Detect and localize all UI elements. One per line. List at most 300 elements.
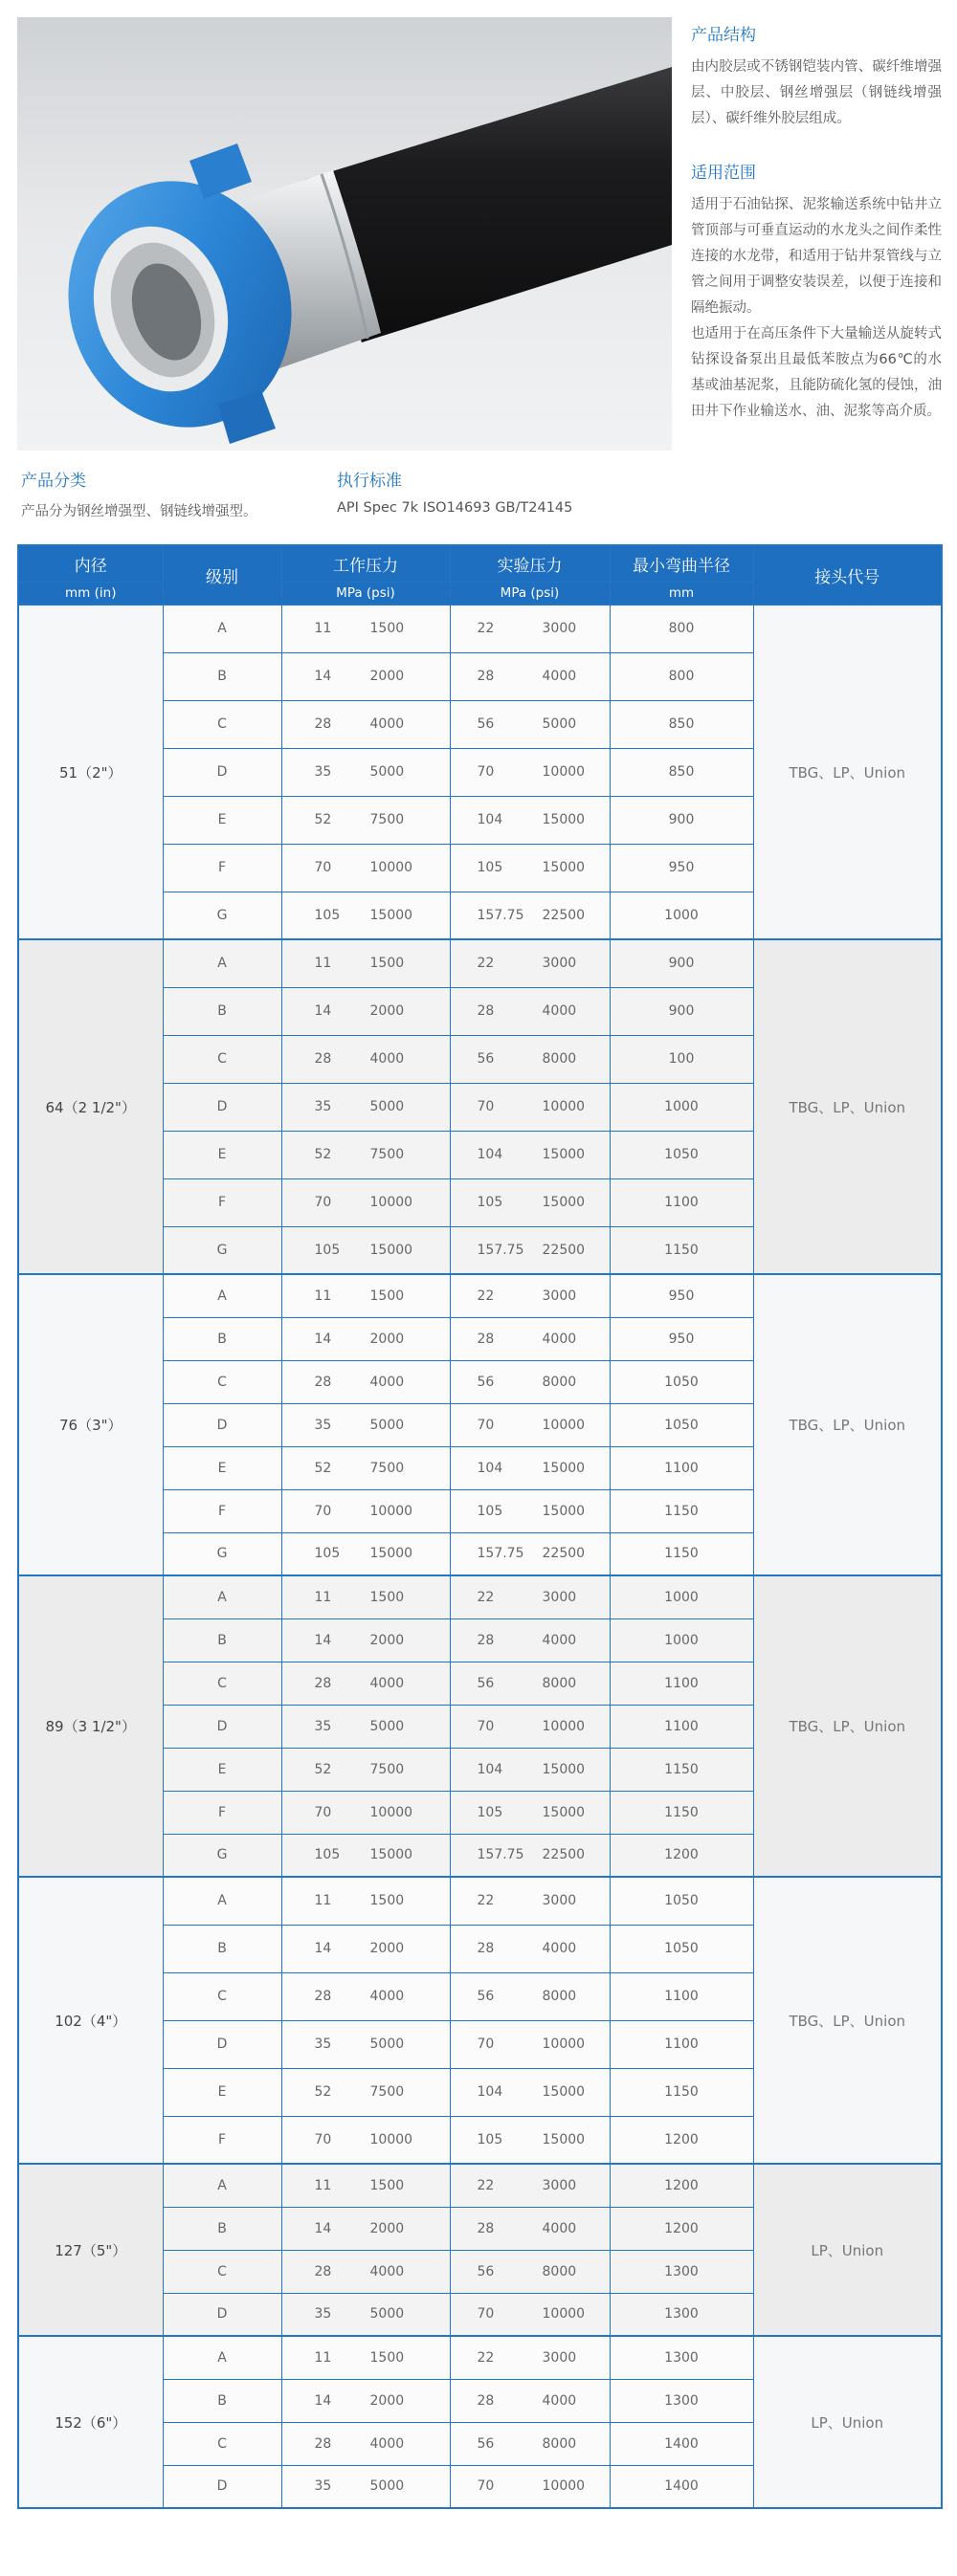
bend-radius-cell: 1300 bbox=[610, 2336, 753, 2379]
working-pressure-cell bbox=[281, 892, 450, 939]
grade-cell: B bbox=[163, 1618, 281, 1662]
working-pressure-psi: 10000 bbox=[369, 1503, 413, 1519]
spec-table bbox=[17, 544, 943, 2509]
test-pressure-psi: 4000 bbox=[542, 669, 577, 684]
working-pressure-psi: 15000 bbox=[369, 1546, 413, 1562]
test-pressure-psi: 3000 bbox=[542, 621, 577, 637]
working-pressure-cell bbox=[281, 2116, 450, 2164]
grade-cell: C bbox=[163, 2422, 281, 2465]
size-group bbox=[18, 939, 942, 1274]
grade-cell: E bbox=[163, 1131, 281, 1178]
working-pressure-cell bbox=[281, 1748, 450, 1791]
test-pressure-cell bbox=[450, 1705, 610, 1748]
grade-cell: B bbox=[163, 2207, 281, 2250]
working-pressure-cell bbox=[281, 1575, 450, 1618]
header-inner-diameter: 内径 bbox=[18, 545, 163, 582]
working-pressure-cell bbox=[281, 2164, 450, 2207]
category-title: 产品分类 bbox=[21, 472, 86, 491]
bend-radius-cell: 800 bbox=[610, 605, 753, 652]
test-pressure-cell bbox=[450, 892, 610, 939]
working-pressure-cell bbox=[281, 2422, 450, 2465]
working-pressure-mpa: 52 bbox=[314, 1460, 332, 1476]
test-pressure-cell bbox=[450, 1791, 610, 1834]
table-row bbox=[18, 2336, 942, 2379]
working-pressure-mpa: 35 bbox=[314, 1718, 332, 1734]
grade-cell: D bbox=[163, 2465, 281, 2508]
working-pressure-psi: 2000 bbox=[369, 1941, 405, 1956]
test-pressure-mpa: 157.75 bbox=[477, 1546, 524, 1562]
scope-text-1: 适用于石油钻探、泥浆输送系统中钻井立管顶部与可垂直运动的水龙头之间作柔性连接的水龙带，和适用于钻井泵管线与立管之间用于调整安装误差，以便于连接和隔绝振动。 bbox=[691, 197, 942, 316]
test-pressure-mpa: 28 bbox=[477, 1331, 495, 1347]
bend-radius-cell: 950 bbox=[610, 844, 753, 892]
working-pressure-mpa: 11 bbox=[314, 621, 332, 637]
test-pressure-cell bbox=[450, 2207, 610, 2250]
working-pressure-psi: 10000 bbox=[369, 1804, 413, 1820]
grade-cell: C bbox=[163, 700, 281, 748]
working-pressure-psi: 7500 bbox=[369, 812, 405, 827]
test-pressure-cell bbox=[450, 1178, 610, 1226]
working-pressure-cell bbox=[281, 700, 450, 748]
working-pressure-psi: 1500 bbox=[369, 956, 405, 972]
bend-radius-cell: 1200 bbox=[610, 2164, 753, 2207]
working-pressure-cell bbox=[281, 987, 450, 1035]
working-pressure-cell bbox=[281, 796, 450, 844]
header-test-pressure: 实验压力 bbox=[450, 545, 610, 582]
test-pressure-mpa: 104 bbox=[477, 812, 503, 827]
test-pressure-cell bbox=[450, 1618, 610, 1662]
working-pressure-mpa: 35 bbox=[314, 764, 332, 780]
working-pressure-mpa: 35 bbox=[314, 2037, 332, 2052]
grade-cell: E bbox=[163, 1748, 281, 1791]
working-pressure-cell bbox=[281, 1274, 450, 1317]
working-pressure-cell bbox=[281, 939, 450, 987]
test-pressure-psi: 8000 bbox=[542, 2263, 577, 2279]
bend-radius-cell: 1100 bbox=[610, 1662, 753, 1705]
test-pressure-cell bbox=[450, 1360, 610, 1403]
working-pressure-mpa: 70 bbox=[314, 1195, 332, 1210]
joint-code-cell: LP、Union bbox=[753, 2164, 942, 2336]
grade-cell: F bbox=[163, 844, 281, 892]
size-group bbox=[18, 605, 942, 939]
grade-cell: C bbox=[163, 1972, 281, 2020]
working-pressure-cell bbox=[281, 1131, 450, 1178]
test-pressure-mpa: 28 bbox=[477, 1941, 495, 1956]
test-pressure-mpa: 22 bbox=[477, 1589, 495, 1605]
working-pressure-mpa: 14 bbox=[314, 1632, 332, 1648]
working-pressure-psi: 10000 bbox=[369, 860, 413, 875]
working-pressure-cell bbox=[281, 1834, 450, 1877]
test-pressure-cell bbox=[450, 1446, 610, 1489]
test-pressure-mpa: 70 bbox=[477, 764, 495, 780]
grade-cell: B bbox=[163, 2379, 281, 2422]
size-group bbox=[18, 2164, 942, 2336]
grade-cell: C bbox=[163, 1035, 281, 1083]
working-pressure-mpa: 52 bbox=[314, 812, 332, 827]
working-pressure-psi: 1500 bbox=[369, 2177, 405, 2193]
working-pressure-mpa: 52 bbox=[314, 1761, 332, 1777]
grade-cell: A bbox=[163, 1575, 281, 1618]
test-pressure-mpa: 56 bbox=[477, 1374, 495, 1390]
test-pressure-mpa: 104 bbox=[477, 2084, 503, 2100]
test-pressure-psi: 15000 bbox=[542, 1147, 586, 1162]
test-pressure-cell bbox=[450, 1083, 610, 1131]
working-pressure-mpa: 28 bbox=[314, 1989, 332, 2004]
working-pressure-mpa: 70 bbox=[314, 1804, 332, 1820]
working-pressure-mpa: 105 bbox=[314, 1242, 341, 1258]
test-pressure-mpa: 157.75 bbox=[477, 1847, 524, 1863]
test-pressure-mpa: 56 bbox=[477, 2435, 495, 2452]
bend-radius-cell: 950 bbox=[610, 1274, 753, 1317]
test-pressure-mpa: 56 bbox=[477, 1675, 495, 1691]
bend-radius-cell: 1100 bbox=[610, 1446, 753, 1489]
grade-cell: A bbox=[163, 1274, 281, 1317]
category-text: 产品分为钢丝增强型、钢链线增强型。 bbox=[21, 504, 257, 519]
working-pressure-mpa: 28 bbox=[314, 1374, 332, 1390]
working-pressure-mpa: 28 bbox=[314, 1051, 332, 1067]
working-pressure-psi: 1500 bbox=[369, 2349, 405, 2366]
working-pressure-psi: 5000 bbox=[369, 2037, 405, 2052]
working-pressure-psi: 10000 bbox=[369, 2131, 413, 2147]
working-pressure-psi: 7500 bbox=[369, 2084, 405, 2100]
working-pressure-cell bbox=[281, 1403, 450, 1446]
working-pressure-psi: 1500 bbox=[369, 621, 405, 637]
bend-radius-cell: 1150 bbox=[610, 1226, 753, 1274]
test-pressure-mpa: 157.75 bbox=[477, 1242, 524, 1258]
test-pressure-psi: 15000 bbox=[542, 2131, 586, 2147]
working-pressure-mpa: 11 bbox=[314, 956, 332, 972]
standard-title: 执行标准 bbox=[337, 472, 402, 491]
test-pressure-mpa: 70 bbox=[477, 2306, 495, 2323]
test-pressure-cell bbox=[450, 1532, 610, 1575]
test-pressure-mpa: 22 bbox=[477, 956, 495, 972]
bend-radius-cell: 1150 bbox=[610, 2068, 753, 2116]
table-row bbox=[18, 1575, 942, 1618]
working-pressure-cell bbox=[281, 2207, 450, 2250]
working-pressure-psi: 4000 bbox=[369, 1675, 405, 1691]
test-pressure-cell bbox=[450, 1575, 610, 1618]
bend-radius-cell: 900 bbox=[610, 987, 753, 1035]
working-pressure-cell bbox=[281, 1705, 450, 1748]
test-pressure-psi: 15000 bbox=[542, 1195, 586, 1210]
working-pressure-psi: 1500 bbox=[369, 1288, 405, 1304]
working-pressure-cell bbox=[281, 1360, 450, 1403]
test-pressure-psi: 3000 bbox=[542, 956, 577, 972]
grade-cell: G bbox=[163, 1532, 281, 1575]
size-group bbox=[18, 1575, 942, 1877]
test-pressure-mpa: 22 bbox=[477, 621, 495, 637]
size-cell: 76（3"） bbox=[18, 1274, 163, 1575]
working-pressure-cell bbox=[281, 1925, 450, 1972]
table-row bbox=[18, 2164, 942, 2207]
working-pressure-cell bbox=[281, 1226, 450, 1274]
working-pressure-mpa: 14 bbox=[314, 669, 332, 684]
test-pressure-psi: 10000 bbox=[542, 2306, 586, 2323]
test-pressure-cell bbox=[450, 1662, 610, 1705]
bend-radius-cell: 800 bbox=[610, 652, 753, 700]
size-group bbox=[18, 1274, 942, 1575]
working-pressure-psi: 15000 bbox=[369, 1242, 413, 1258]
size-cell: 152（6"） bbox=[18, 2336, 163, 2508]
grade-cell: A bbox=[163, 605, 281, 652]
working-pressure-cell bbox=[281, 1791, 450, 1834]
grade-cell: G bbox=[163, 892, 281, 939]
test-pressure-cell bbox=[450, 605, 610, 652]
working-pressure-mpa: 14 bbox=[314, 2392, 332, 2409]
structure-text: 由内胶层或不锈钢铠装内管、碳纤维增强层、中胶层、钢丝增强层（钢链线增强层）、碳纤维外胶层组成。 bbox=[691, 59, 942, 126]
test-pressure-psi: 10000 bbox=[542, 2037, 586, 2052]
test-pressure-cell bbox=[450, 748, 610, 796]
joint-code-cell: TBG、LP、Union bbox=[753, 1575, 942, 1877]
working-pressure-psi: 5000 bbox=[369, 1417, 405, 1433]
working-pressure-psi: 7500 bbox=[369, 1761, 405, 1777]
test-pressure-mpa: 56 bbox=[477, 1051, 495, 1067]
working-pressure-cell bbox=[281, 2020, 450, 2068]
joint-code-cell: LP、Union bbox=[753, 2336, 942, 2508]
working-pressure-psi: 7500 bbox=[369, 1147, 405, 1162]
working-pressure-psi: 1500 bbox=[369, 1893, 405, 1909]
test-pressure-mpa: 22 bbox=[477, 2177, 495, 2193]
test-pressure-psi: 22500 bbox=[542, 1242, 586, 1258]
test-pressure-mpa: 70 bbox=[477, 2037, 495, 2052]
working-pressure-psi: 7500 bbox=[369, 1460, 405, 1476]
grade-cell: A bbox=[163, 2164, 281, 2207]
joint-code-cell: TBG、LP、Union bbox=[753, 605, 942, 939]
working-pressure-cell bbox=[281, 1489, 450, 1532]
grade-cell: B bbox=[163, 1925, 281, 1972]
grade-cell: B bbox=[163, 1317, 281, 1360]
working-pressure-psi: 4000 bbox=[369, 2435, 405, 2452]
size-cell: 102（4"） bbox=[18, 1877, 163, 2164]
bend-radius-cell: 1050 bbox=[610, 1360, 753, 1403]
test-pressure-cell bbox=[450, 1403, 610, 1446]
table-row bbox=[18, 939, 942, 987]
bend-radius-cell: 850 bbox=[610, 748, 753, 796]
test-pressure-psi: 22500 bbox=[542, 907, 586, 923]
working-pressure-mpa: 14 bbox=[314, 1941, 332, 1956]
test-pressure-mpa: 56 bbox=[477, 2263, 495, 2279]
test-pressure-mpa: 22 bbox=[477, 1893, 495, 1909]
grade-cell: E bbox=[163, 1446, 281, 1489]
hose-illustration bbox=[17, 17, 672, 451]
working-pressure-cell bbox=[281, 2379, 450, 2422]
test-pressure-mpa: 56 bbox=[477, 1989, 495, 2004]
test-pressure-psi: 22500 bbox=[542, 1546, 586, 1562]
bend-radius-cell: 1050 bbox=[610, 1877, 753, 1925]
product-image bbox=[17, 17, 672, 451]
working-pressure-psi: 2000 bbox=[369, 2392, 405, 2409]
working-pressure-mpa: 70 bbox=[314, 1503, 332, 1519]
test-pressure-mpa: 105 bbox=[477, 860, 503, 875]
working-pressure-psi: 5000 bbox=[369, 1099, 405, 1114]
test-pressure-psi: 5000 bbox=[542, 716, 577, 732]
test-pressure-mpa: 70 bbox=[477, 1099, 495, 1114]
bend-radius-cell: 1400 bbox=[610, 2422, 753, 2465]
test-pressure-mpa: 70 bbox=[477, 1718, 495, 1734]
info-column bbox=[691, 21, 942, 425]
test-pressure-cell bbox=[450, 2164, 610, 2207]
test-pressure-psi: 8000 bbox=[542, 1374, 577, 1390]
working-pressure-mpa: 35 bbox=[314, 1417, 332, 1433]
bend-radius-cell: 1150 bbox=[610, 1532, 753, 1575]
test-pressure-cell bbox=[450, 1035, 610, 1083]
test-pressure-cell bbox=[450, 2293, 610, 2336]
working-pressure-psi: 4000 bbox=[369, 1051, 405, 1067]
test-pressure-cell bbox=[450, 1834, 610, 1877]
bend-radius-cell: 1100 bbox=[610, 1972, 753, 2020]
test-pressure-cell bbox=[450, 1877, 610, 1925]
working-pressure-mpa: 11 bbox=[314, 1589, 332, 1605]
test-pressure-psi: 10000 bbox=[542, 764, 586, 780]
test-pressure-cell bbox=[450, 1748, 610, 1791]
working-pressure-mpa: 35 bbox=[314, 1099, 332, 1114]
test-pressure-cell bbox=[450, 1131, 610, 1178]
working-pressure-mpa: 105 bbox=[314, 1847, 341, 1863]
working-pressure-cell bbox=[281, 1083, 450, 1131]
test-pressure-cell bbox=[450, 2465, 610, 2508]
bend-radius-cell: 850 bbox=[610, 700, 753, 748]
working-pressure-psi: 10000 bbox=[369, 1195, 413, 1210]
working-pressure-psi: 2000 bbox=[369, 1003, 405, 1019]
bend-radius-cell: 1000 bbox=[610, 1575, 753, 1618]
working-pressure-psi: 15000 bbox=[369, 1847, 413, 1863]
working-pressure-psi: 15000 bbox=[369, 907, 413, 923]
grade-cell: F bbox=[163, 2116, 281, 2164]
grade-cell: B bbox=[163, 987, 281, 1035]
test-pressure-psi: 8000 bbox=[542, 1051, 577, 1067]
test-pressure-mpa: 70 bbox=[477, 2478, 495, 2495]
bend-radius-cell: 1100 bbox=[610, 2020, 753, 2068]
test-pressure-mpa: 104 bbox=[477, 1147, 503, 1162]
working-pressure-mpa: 105 bbox=[314, 1546, 341, 1562]
header-inner-diameter-unit: mm (in) bbox=[18, 582, 163, 605]
grade-cell: D bbox=[163, 1083, 281, 1131]
test-pressure-cell bbox=[450, 796, 610, 844]
test-pressure-mpa: 56 bbox=[477, 716, 495, 732]
bend-radius-cell: 1300 bbox=[610, 2250, 753, 2293]
test-pressure-psi: 4000 bbox=[542, 1003, 577, 1019]
grade-cell: D bbox=[163, 1705, 281, 1748]
grade-cell: G bbox=[163, 1834, 281, 1877]
bend-radius-cell: 1300 bbox=[610, 2293, 753, 2336]
size-cell: 51（2"） bbox=[18, 605, 163, 939]
bend-radius-cell: 1100 bbox=[610, 1178, 753, 1226]
test-pressure-psi: 15000 bbox=[542, 1761, 586, 1777]
working-pressure-cell bbox=[281, 1035, 450, 1083]
test-pressure-cell bbox=[450, 2068, 610, 2116]
working-pressure-cell bbox=[281, 2336, 450, 2379]
working-pressure-psi: 5000 bbox=[369, 1718, 405, 1734]
bend-radius-cell: 1150 bbox=[610, 1748, 753, 1791]
working-pressure-cell bbox=[281, 2293, 450, 2336]
size-cell: 127（5"） bbox=[18, 2164, 163, 2336]
test-pressure-psi: 10000 bbox=[542, 2478, 586, 2495]
header-grade: 级别 bbox=[163, 545, 281, 605]
grade-cell: G bbox=[163, 1226, 281, 1274]
table-row bbox=[18, 1274, 942, 1317]
working-pressure-psi: 4000 bbox=[369, 1989, 405, 2004]
size-group bbox=[18, 2336, 942, 2508]
test-pressure-cell bbox=[450, 1274, 610, 1317]
grade-cell: F bbox=[163, 1178, 281, 1226]
test-pressure-psi: 10000 bbox=[542, 1718, 586, 1734]
test-pressure-mpa: 105 bbox=[477, 2131, 503, 2147]
test-pressure-mpa: 28 bbox=[477, 2392, 495, 2409]
category-block bbox=[21, 467, 257, 520]
working-pressure-cell bbox=[281, 1446, 450, 1489]
working-pressure-cell bbox=[281, 2068, 450, 2116]
test-pressure-psi: 10000 bbox=[542, 1099, 586, 1114]
test-pressure-psi: 4000 bbox=[542, 1331, 577, 1347]
working-pressure-mpa: 14 bbox=[314, 1331, 332, 1347]
working-pressure-cell bbox=[281, 1178, 450, 1226]
test-pressure-mpa: 104 bbox=[477, 1761, 503, 1777]
scope-title: 适用范围 bbox=[691, 164, 756, 183]
bend-radius-cell: 900 bbox=[610, 939, 753, 987]
test-pressure-cell bbox=[450, 939, 610, 987]
test-pressure-psi: 15000 bbox=[542, 860, 586, 875]
working-pressure-cell bbox=[281, 748, 450, 796]
working-pressure-psi: 4000 bbox=[369, 716, 405, 732]
working-pressure-mpa: 35 bbox=[314, 2306, 332, 2323]
test-pressure-mpa: 105 bbox=[477, 1503, 503, 1519]
test-pressure-cell bbox=[450, 2336, 610, 2379]
test-pressure-psi: 15000 bbox=[542, 1503, 586, 1519]
working-pressure-mpa: 28 bbox=[314, 2435, 332, 2452]
grade-cell: C bbox=[163, 2250, 281, 2293]
working-pressure-cell bbox=[281, 844, 450, 892]
test-pressure-cell bbox=[450, 2116, 610, 2164]
grade-cell: F bbox=[163, 1791, 281, 1834]
test-pressure-psi: 15000 bbox=[542, 2084, 586, 2100]
bend-radius-cell: 1000 bbox=[610, 1083, 753, 1131]
header-working-pressure: 工作压力 bbox=[281, 545, 450, 582]
table-row bbox=[18, 1877, 942, 1925]
standard-text: API Spec 7k ISO14693 GB/T24145 bbox=[337, 500, 573, 516]
working-pressure-cell bbox=[281, 1532, 450, 1575]
bend-radius-cell: 100 bbox=[610, 1035, 753, 1083]
test-pressure-cell bbox=[450, 1489, 610, 1532]
working-pressure-cell bbox=[281, 605, 450, 652]
working-pressure-psi: 2000 bbox=[369, 1331, 405, 1347]
test-pressure-cell bbox=[450, 844, 610, 892]
working-pressure-mpa: 70 bbox=[314, 2131, 332, 2147]
test-pressure-psi: 8000 bbox=[542, 1989, 577, 2004]
test-pressure-psi: 4000 bbox=[542, 2392, 577, 2409]
working-pressure-mpa: 35 bbox=[314, 2478, 332, 2495]
size-group bbox=[18, 1877, 942, 2164]
test-pressure-psi: 15000 bbox=[542, 1460, 586, 1476]
working-pressure-psi: 4000 bbox=[369, 2263, 405, 2279]
bend-radius-cell: 1200 bbox=[610, 2116, 753, 2164]
test-pressure-psi: 10000 bbox=[542, 1417, 586, 1433]
test-pressure-cell bbox=[450, 987, 610, 1035]
test-pressure-cell bbox=[450, 652, 610, 700]
bend-radius-cell: 900 bbox=[610, 796, 753, 844]
grade-cell: D bbox=[163, 2020, 281, 2068]
test-pressure-mpa: 28 bbox=[477, 1632, 495, 1648]
bend-radius-cell: 1300 bbox=[610, 2379, 753, 2422]
working-pressure-mpa: 28 bbox=[314, 2263, 332, 2279]
grade-cell: A bbox=[163, 2336, 281, 2379]
grade-cell: D bbox=[163, 748, 281, 796]
table-row bbox=[18, 605, 942, 652]
grade-cell: F bbox=[163, 1489, 281, 1532]
header-bend-radius-unit: mm bbox=[610, 582, 753, 605]
working-pressure-psi: 4000 bbox=[369, 1374, 405, 1390]
working-pressure-mpa: 14 bbox=[314, 1003, 332, 1019]
working-pressure-mpa: 14 bbox=[314, 2220, 332, 2236]
working-pressure-cell bbox=[281, 1972, 450, 2020]
